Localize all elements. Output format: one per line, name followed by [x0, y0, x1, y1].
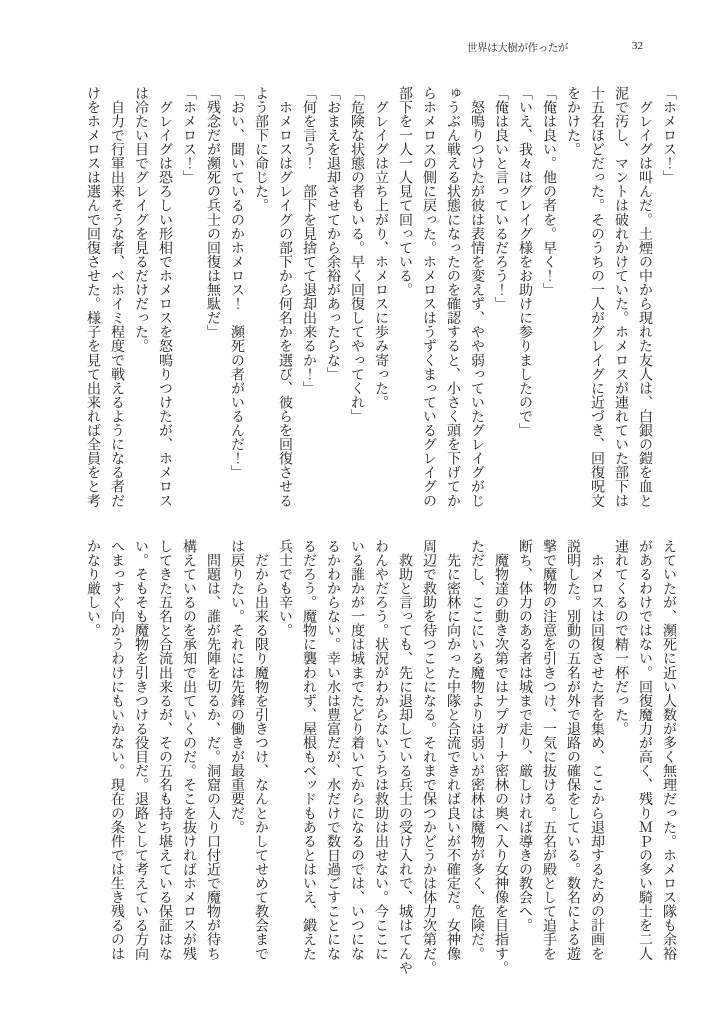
text-line: 「俺は良いと言っているだろう！」	[493, 86, 508, 311]
text-line: は冷たい目でグレイグを見るだけだった。	[133, 86, 148, 353]
text-block-top	[80, 86, 680, 512]
text-line: かなり厳しい。	[85, 539, 100, 638]
text-line: だから出来る限り魔物を引きつけ、なんとかしてせめて教会まで	[253, 539, 268, 961]
text-line: いる誰かが一度は城までたどり着いてからになるのでは、いつにな	[349, 539, 364, 961]
text-line: 構えているのを承知で出ていくのだ。そこを抜ければホメロスが残	[181, 539, 196, 961]
text-line: 連れてくるので精一杯だった。	[613, 539, 628, 736]
text-line: をかけた。	[565, 86, 580, 157]
text-line: 周辺で救助を待つことになる。それまで保つかどうかは体力次第だ。	[421, 539, 436, 975]
text-line: 「残念だが瀕死の兵士の回復は無駄だ」	[205, 86, 220, 339]
text-line: 説明した。別動の五名が外で退路の確保をしている。数名による遊	[565, 539, 580, 961]
text-line: 「ホメロス！」	[661, 86, 676, 185]
text-line: 問題は、誰が先陣を切るか、だ。洞窟の入り口付近で魔物が待ち	[205, 539, 220, 961]
text-line: らホメロスの側に戻った。ホメロスはうずくまっているグレイグの	[421, 86, 436, 508]
text-line: ホメロスはグレイグの部下から何名かを選び、彼らを回復させる	[277, 86, 292, 508]
page-number: 32	[632, 40, 643, 52]
text-line: 「おまえを退却させてから余裕があったらな」	[325, 86, 340, 382]
text-line: へまっすぐ向かうわけにもいかない。現在の条件では生き残るのは	[109, 539, 124, 961]
text-line: グレイグは立ち上がり、ホメロスに歩み寄った。	[373, 86, 388, 410]
text-line: グレイグは恐ろしい形相でホメロスを怒鳴りつけたが、ホメロス	[157, 86, 172, 508]
text-line: 「何を言う！ 部下を見捨てて退却出来るか！」	[301, 86, 316, 396]
text-line: 「危険な状態の者もいる。早く回復してやってくれ」	[349, 86, 364, 424]
text-line: けをホメロスは選んで回復させた。様子を見て出来れば全員をと考	[85, 86, 100, 508]
text-line: 魔物達の動き次第ではナプガーナ密林の奥へ入り女神像を目指す。	[493, 539, 508, 975]
text-line: 救助と言っても、先に退却している兵士の受け入れで、城はてんや	[397, 539, 412, 975]
text-line: るかわからない。幸い水は豊富だが、水だけで数日過ごすことにな	[325, 539, 340, 961]
text-line: があるわけではない。回復魔力が高く、残りＭＰの多い騎士を二人	[637, 539, 652, 961]
text-line: 「いえ、我々はグレイグ様をお助けに参りましたので」	[517, 86, 532, 438]
text-line: グレイグは叫んだ。土煙の中から現れた友人は、白銀の鎧を血と	[637, 86, 652, 508]
text-line: ホメロスは回復させた者を集め、ここから退却するための計画を	[589, 539, 604, 961]
text-line: い。そもそも魔物を引きつける役目だ。退路として考えている方向	[133, 539, 148, 961]
text-line: 十五名ほどだった。そのうちの一人がグレイグに近づき、回復呪文	[589, 86, 604, 508]
text-line: 撃で魔物の注意を引きつけ、一気に抜ける。五名が殿として追手を	[541, 539, 556, 961]
text-line: は戻りたい。それには先鋒の働きが最重要だ。	[229, 539, 244, 835]
text-line: 部下を一人一人見て回っている。	[397, 86, 412, 297]
text-line: ただし、ここにいる魔物よりは弱いが密林は魔物が多く、危険だ。	[469, 539, 484, 961]
running-title: 世界は大樹が作ったが	[467, 43, 568, 54]
text-line: 「おい、聞いているのかホメロス！ 瀕死の者がいるんだ！」	[229, 86, 244, 480]
text-line: えていたが、瀕死に近い人数が多く無理だった。ホメロス隊も余裕	[661, 539, 676, 961]
text-block-bottom	[80, 539, 680, 979]
text-line: 断ち、体力のある者は城まで走り、厳しければ導きの教会へ。	[517, 539, 532, 933]
text-line: してきた五名と合流出来るが、その五名も持ち堪えている保証はな	[157, 539, 172, 961]
text-line: 怒鳴りつけたが彼は表情を変えず、やや弱っていたグレイグがじ	[469, 86, 484, 508]
running-header	[0, 40, 724, 56]
text-line: よう部下に命じた。	[253, 86, 268, 213]
text-line: ゅうぶん戦える状態になったのを確認すると、小さく頭を下げてか	[445, 86, 460, 508]
text-line: 泥で汚し、マントは破れかけていた。ホメロスが連れていた部下は	[613, 86, 628, 508]
text-line: 自力で行軍出来そうな者、ベホイミ程度で戦えるようになる者だ	[109, 86, 124, 508]
text-line: わんやだろう。状況がわからないうちは救助は出せない。今ここに	[373, 539, 388, 961]
text-line: 「ホメロス！」	[181, 86, 196, 185]
text-line: るだろう。魔物に襲われず、屋根もベッドもあるとはいえ、鍛えた	[301, 539, 316, 961]
text-line: 兵士でも辛い。	[277, 539, 292, 638]
text-line: 先に密林に向かった中隊と合流できれば良いが不確定だ。女神像	[445, 539, 460, 961]
text-line: 「俺は良い。他の者を。早く！」	[541, 86, 556, 297]
